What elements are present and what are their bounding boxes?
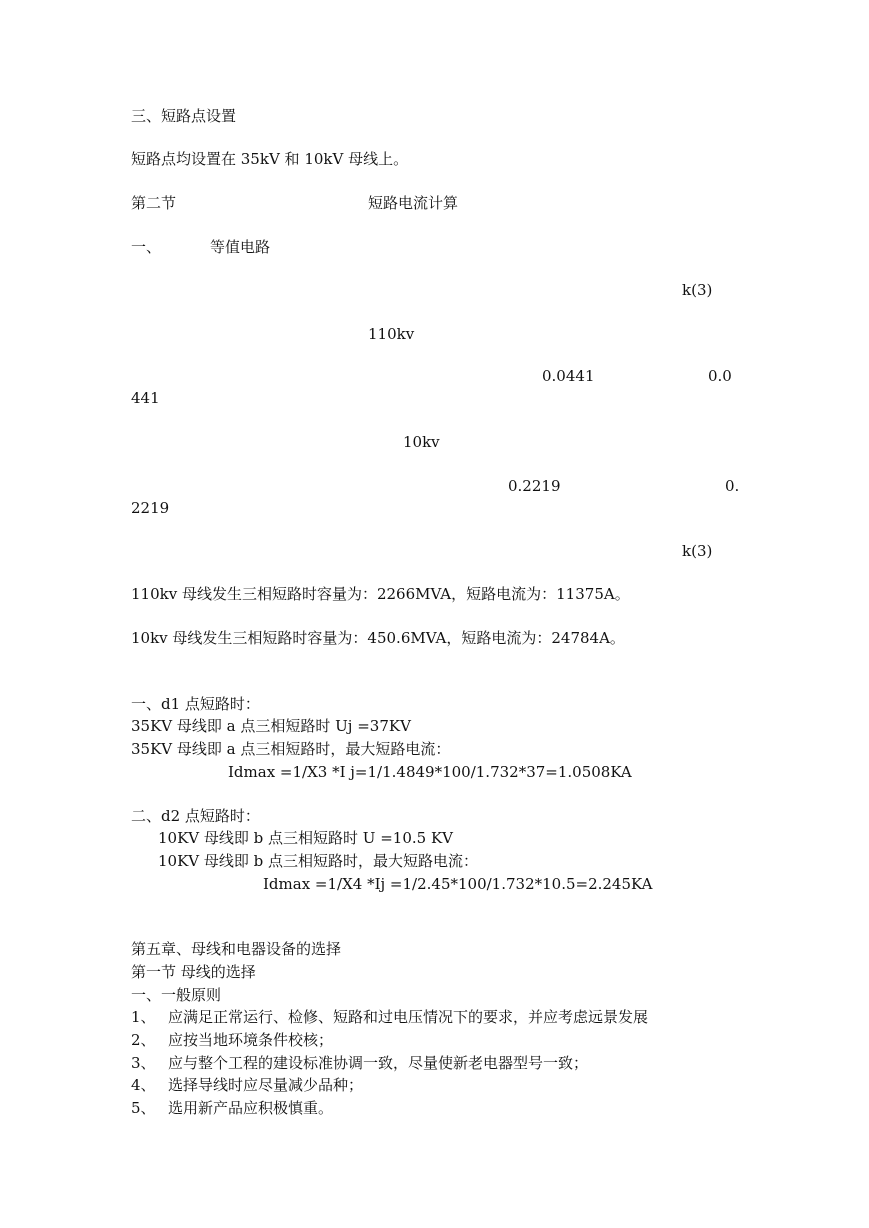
fault-label-top: k(3) — [682, 281, 713, 299]
subsection-title: 等值电路 — [210, 238, 271, 256]
d2-title: 二、d2 点短路时： — [131, 807, 260, 825]
section-title: 短路电流计算 — [368, 194, 459, 212]
voltage-label-10kv: 10kv — [403, 433, 440, 451]
fault-label-bottom: k(3) — [682, 542, 713, 560]
d2-line-1: 10KV 母线即 b 点三相短路时 U =10.5 KV — [158, 829, 453, 847]
voltage-label-110kv: 110kv — [368, 325, 415, 343]
d2-line-2: 10KV 母线即 b 点三相短路时，最大短路电流： — [158, 852, 479, 870]
list-item-number: 4、 — [131, 1076, 156, 1094]
d1-title: 一、d1 点短路时： — [131, 695, 260, 713]
list-item-number: 1、 — [131, 1008, 156, 1026]
section-heading: 三、短路点设置 — [131, 107, 237, 125]
list-item-number: 2、 — [131, 1031, 156, 1049]
reactance-value-4-part1: 0. — [725, 477, 740, 495]
list-item-text: 应与整个工程的建设标准协调一致，尽量使新老电器型号一致； — [168, 1054, 589, 1072]
reactance-value-4-part2: 2219 — [131, 499, 170, 517]
reactance-value-1: 0.0441 — [542, 367, 595, 385]
reactance-value-2-part2: 441 — [131, 389, 160, 407]
subsection-number: 一、 — [131, 238, 162, 256]
section-label: 第二节 — [131, 194, 177, 212]
list-item-text: 应按当地环境条件校核； — [168, 1031, 334, 1049]
d1-line-2: 35KV 母线即 a 点三相短路时，最大短路电流： — [131, 740, 451, 758]
principle-title: 一、一般原则 — [131, 986, 222, 1004]
d1-line-1: 35KV 母线即 a 点三相短路时 Uj =37KV — [131, 717, 411, 735]
list-item-text: 选择导线时应尽量减少品种； — [168, 1076, 364, 1094]
d2-formula: Idmax =1/X4 *Ij =1/2.45*100/1.732*10.5=2.245KA — [263, 875, 653, 893]
d1-formula: Idmax =1/X3 *I j=1/1.4849*100/1.732*37=1.0508KA — [228, 763, 632, 781]
list-item-number: 5、 — [131, 1099, 156, 1117]
reactance-value-2-part1: 0.0 — [708, 367, 732, 385]
result-line-110kv: 110kv 母线发生三相短路时容量为：2266MVA，短路电流为：11375A。 — [131, 585, 630, 603]
chapter-title: 第五章、母线和电器设备的选择 — [131, 940, 342, 958]
result-line-10kv: 10kv 母线发生三相短路时容量为：450.6MVA，短路电流为：24784A。 — [131, 629, 625, 647]
list-item-text: 应满足正常运行、检修、短路和过电压情况下的要求，并应考虑远景发展 — [168, 1008, 649, 1026]
reactance-value-3: 0.2219 — [508, 477, 561, 495]
chapter-section: 第一节 母线的选择 — [131, 963, 256, 981]
list-item-number: 3、 — [131, 1054, 156, 1072]
section-text: 短路点均设置在 35kV 和 10kV 母线上。 — [131, 150, 409, 168]
list-item-text: 选用新产品应积极慎重。 — [168, 1099, 334, 1117]
